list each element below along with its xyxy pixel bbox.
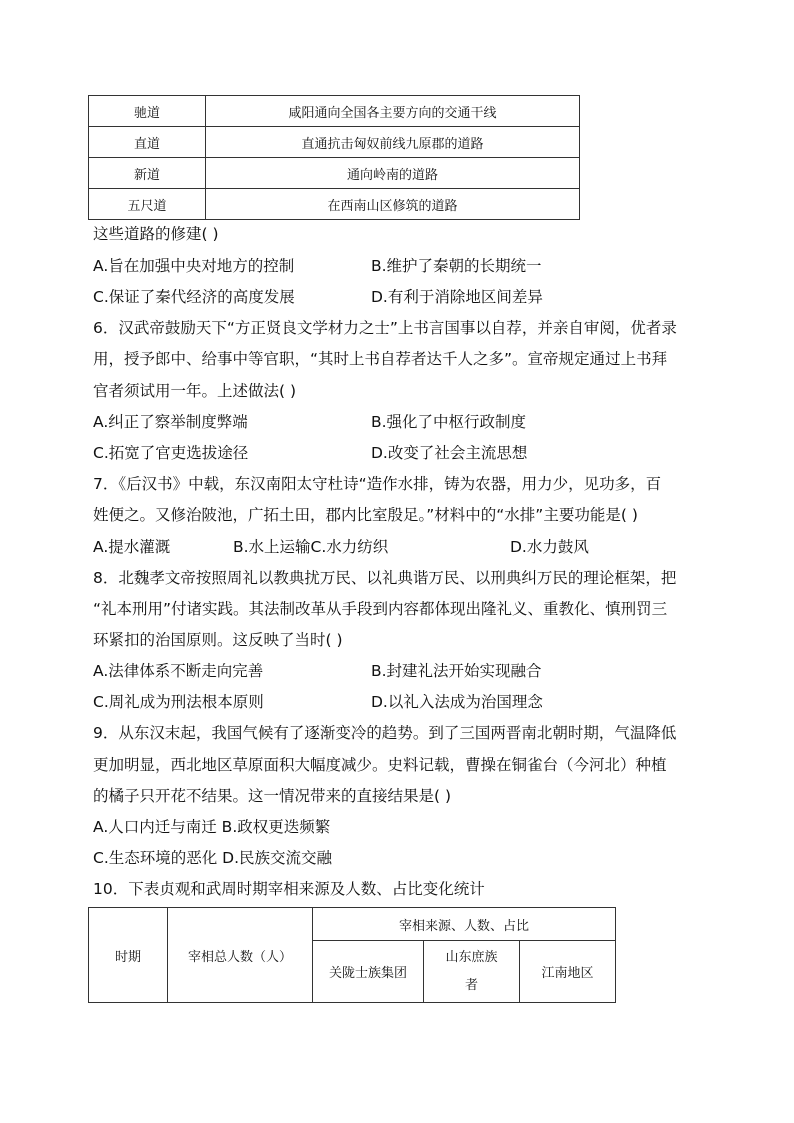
table-row — [89, 127, 580, 158]
q7-option-bc: B.水上运输C.水力纺织 — [233, 538, 389, 556]
q8-line-3: 环紧扣的治国原则。这反映了当时( ) — [93, 631, 343, 649]
header-shandong-line2: 者 — [464, 977, 478, 993]
road-description: 在西南山区修筑的道路 — [206, 189, 580, 220]
header-source-group: 宰相来源、人数、占比 — [313, 908, 616, 941]
road-name: 驰道 — [89, 96, 206, 127]
q5-option-d: D.有利于消除地区间差异 — [371, 288, 543, 306]
q6-line-3: 官者须试用一年。上述做法( ) — [93, 382, 297, 400]
q10-stem: 10．下表贞观和武周时期宰相来源及人数、占比变化统计 — [93, 880, 485, 898]
q7-option-d: D.水力鼓风 — [510, 538, 589, 556]
header-period: 时期 — [89, 908, 168, 1003]
q6-line-2: 用，授予郎中、给事中等官职，“其时上书自荐者达千人之多”。宣帝规定通过上书拜 — [93, 350, 668, 368]
prime-minister-table — [88, 907, 616, 1003]
q5-stem: 这些道路的修建( ) — [93, 225, 219, 243]
q6-line-1: 6．汉武帝鼓励天下“方正贤良文学材力之士”上书言国事以自荐，并亲自审阅，优者录 — [93, 319, 677, 337]
q9-line-3: 的橘子只开花不结果。这一情况带来的直接结果是( ) — [93, 787, 452, 805]
header-shandong — [424, 941, 520, 1003]
q9-option-cd: C.生态环境的恶化 D.民族交流交融 — [93, 849, 333, 867]
road-description: 直通抗击匈奴前线九原郡的道路 — [206, 127, 580, 158]
q8-option-a: A.法律体系不断走向完善 — [93, 662, 264, 680]
table-row — [89, 189, 580, 220]
road-description: 咸阳通向全国各主要方向的交通干线 — [206, 96, 580, 127]
q8-option-d: D.以礼入法成为治国理念 — [371, 693, 543, 711]
table-row — [89, 96, 580, 127]
q5-option-a: A.旨在加强中央对地方的控制 — [93, 257, 295, 275]
q8-line-1: 8．北魏孝文帝按照周礼以教典扰万民、以礼典谐万民、以刑典纠万民的理论框架，把 — [93, 569, 677, 587]
header-guanlong: 关陇士族集团 — [313, 941, 424, 1003]
q6-option-a: A.纠正了察举制度弊端 — [93, 413, 248, 431]
q6-option-b: B.强化了中枢行政制度 — [371, 413, 527, 431]
header-total: 宰相总人数（人） — [168, 908, 313, 1003]
q5-option-b: B.维护了秦朝的长期统一 — [371, 257, 542, 275]
table-row — [89, 158, 580, 189]
q7-option-a: A.提水灌溉 — [93, 538, 171, 556]
q9-option-ab: A.人口内迁与南迁 B.政权更迭频繁 — [93, 818, 331, 836]
q9-line-1: 9．从东汉末起，我国气候有了逐渐变冷的趋势。到了三国两晋南北朝时期，气温降低 — [93, 724, 677, 742]
q8-line-2: “礼本刑用”付诸实践。其法制改革从手段到内容都体现出隆礼义、重教化、慎刑罚三 — [93, 600, 668, 618]
road-name: 五尺道 — [89, 189, 206, 220]
q6-option-c: C.拓宽了官吏选拔途径 — [93, 444, 249, 462]
q8-option-b: B.封建礼法开始实现融合 — [371, 662, 542, 680]
table-header-row — [89, 908, 616, 941]
q7-line-2: 姓便之。又修治陂池，广拓土田，郡内比室殷足。”材料中的“水排”主要功能是( ) — [93, 506, 638, 524]
road-description: 通向岭南的道路 — [206, 158, 580, 189]
q7-line-1: 7．《后汉书》中载，东汉南阳太守杜诗“造作水排，铸为农器，用力少，见功多，百 — [93, 475, 662, 493]
q6-option-d: D.改变了社会主流思想 — [371, 444, 528, 462]
q5-option-c: C.保证了秦代经济的高度发展 — [93, 288, 295, 306]
q9-line-2: 更加明显，西北地区草原面积大幅度减少。史料记载，曹操在铜雀台（今河北）种植 — [93, 756, 667, 774]
q8-option-c: C.周礼成为刑法根本原则 — [93, 693, 264, 711]
road-name: 直道 — [89, 127, 206, 158]
header-jiangnan: 江南地区 — [520, 941, 616, 1003]
roads-table — [88, 95, 580, 220]
header-shandong-line1: 山东庶族 — [445, 949, 498, 965]
road-name: 新道 — [89, 158, 206, 189]
